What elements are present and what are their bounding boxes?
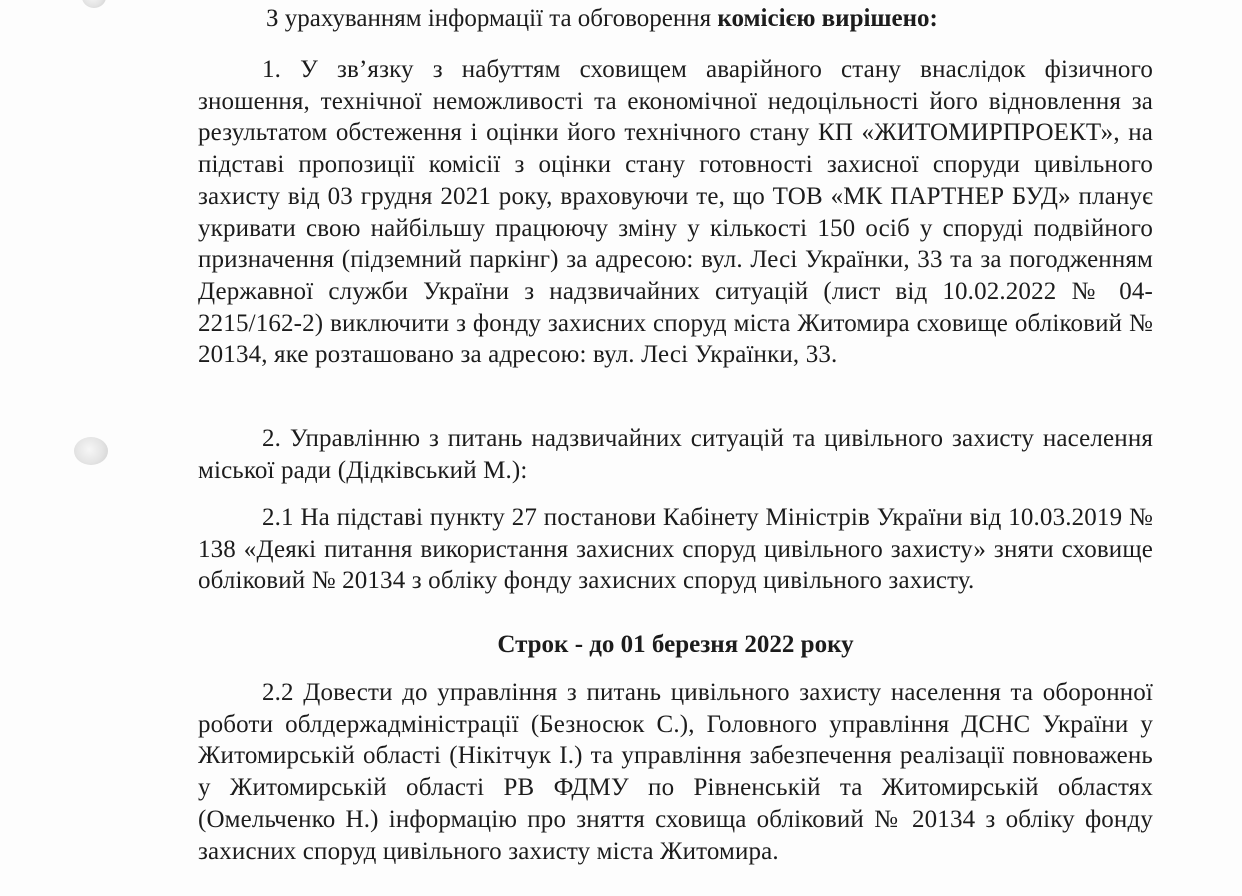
paragraph-2-2-block (198, 677, 1153, 867)
paragraph-1: 1. У зв’язку з набуттям сховищем аварійного стану внаслідок фізичного зношення, технічної неможливості та економічної недоцільності його відновлення за результатом обстеження і оцінки його технічного стану КП «ЖИТОМИРПРОЕКТ», на підставі пропозиції комісії з оцінки стану готовності захисної споруди цивільного захисту від 03 грудня 2021 року, враховуючи те, що ТОВ «МК ПАРТНЕР БУД» планує укривати свою найбільшу працюючу зміну у кількості 150 осіб у споруді подвійного призначення (підземний паркінг) за адресою: вул. Лесі Українки, 33 та за погодженням Державної служби України з надзвичайних ситуацій (лист від 10.02.2022 № 04-2215/162-2) виключити з фонду захисних споруд міста Житомира сховище обліковий № 20134, яке розташовано за адресою: вул. Лесі Українки, 33. (198, 56, 1153, 369)
paragraph-1-block (198, 54, 1153, 371)
decision-intro-text: З урахуванням інформації та обговорення (266, 5, 718, 32)
paragraph-2-1: 2.1 На підставі пункту 27 постанови Кабінету Міністрів України від 10.03.2019 № 138 «Деякі питання використання захисних споруд цивільного захисту» зняти сховище обліковий № 20134 з обліку фонду захисних споруд цивільного захисту. (198, 504, 1153, 595)
punch-hole-mark (82, 0, 106, 8)
paragraph-2-1-block (198, 502, 1153, 597)
paragraph-2-block (198, 423, 1153, 486)
punch-hole-mark (74, 437, 108, 465)
decision-intro (266, 3, 938, 34)
decision-intro-bold: комісією вирішено: (717, 5, 938, 32)
deadline-line: Строк - до 01 березня 2022 року (497, 631, 854, 658)
paragraph-2: 2. Управлінню з питань надзвичайних ситуацій та цивільного захисту населення міської ради (Дідківський М.): (198, 425, 1153, 484)
paragraph-2-2: 2.2 Довести до управління з питань цивільного захисту населення та оборонної роботи облдержадміністрації (Безносюк С.), Головного управління ДСНС України у Житомирській області (Нікітчук І.) та управління забезпечення реалізації повноважень у Житомирській області РВ ФДМУ по Рівненській та Житомирській областях (Омельченко Н.) інформацію про зняття сховища обліковий № 20134 з обліку фонду захисних споруд цивільного захисту міста Житомира. (198, 679, 1153, 865)
